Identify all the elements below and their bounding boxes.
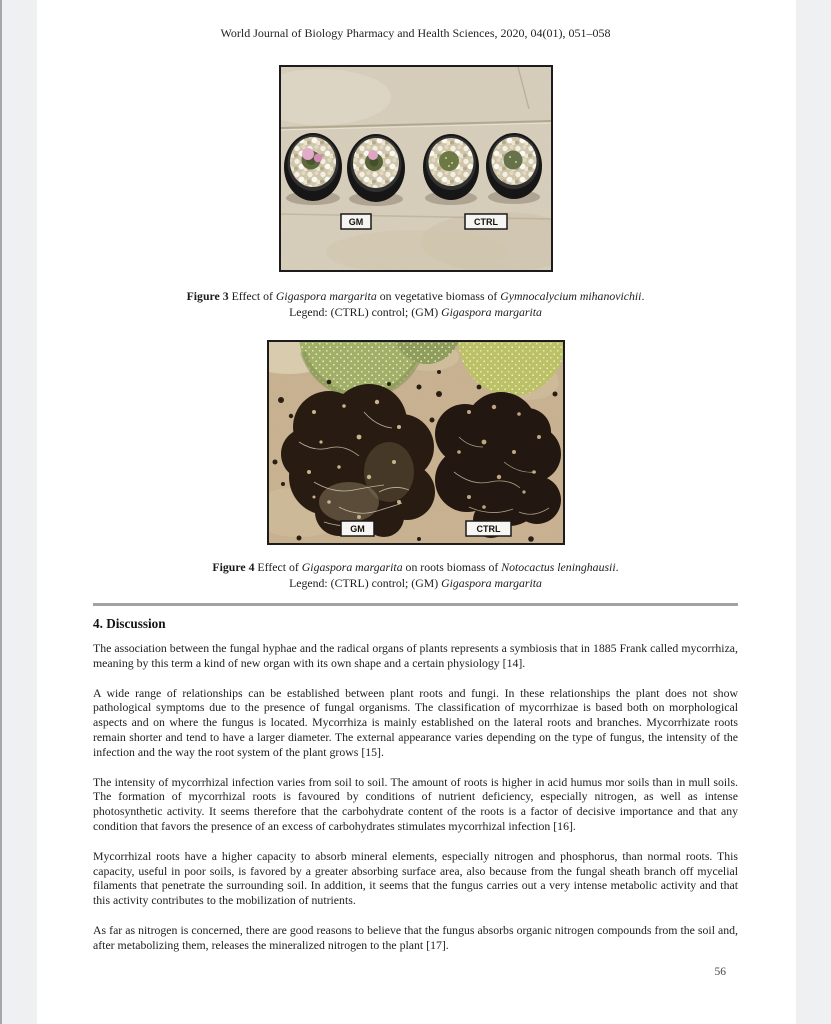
ctrl-tag [465,214,507,229]
ctrl-tag-label: CTRL [473,217,498,227]
species-name: Gigaspora margarita [275,289,377,303]
pot-gm-1 [284,133,342,205]
figure-3 [93,65,738,320]
section-divider-rule [93,603,738,606]
figure-4-caption-line2 [93,576,738,592]
figure-3-caption-line2 [93,305,738,321]
discussion-paragraph-1: The association between the fungal hyphae and the radical organs of plants represents a symbiosis that in 1885 Frank called mycorrhiza, meaning by this term a kind of new organ with its own shape and a certain physiology [14]. [93,641,738,670]
species-name: Gymnocalycium mihanovichii [500,289,642,303]
figure-3-photo [279,65,553,272]
ctrl-tag-label: CTRL [476,524,500,534]
pot-ctrl-1 [423,134,479,205]
discussion-paragraph-3: The intensity of mycorrhizal infection varies from soil to soil. The amount of roots is higher in acid humus mor soils than in mull soils. The formation of mycorrhizal roots is favoured by conditions of nutrient deficiency, especially nitrogen, as well as intense photosynthetic activity. It seems therefore that the carbohydrate content of the roots is a factor of decisive importance and that any condition that favors the presence of an excess of carbohydrates stimulates mycorrhizal infection [16]. [93,774,738,833]
species-name: Notocactus leninghausii [501,560,616,574]
pot-gm-2 [347,134,405,206]
caption-text: on roots biomass of [402,560,502,574]
figure-4 [93,340,738,591]
potted-cacti-photo [281,67,551,270]
figure-3-number: Figure 3 [186,289,229,303]
document-page [37,0,796,1024]
gm-tag-label: GM [348,217,363,227]
ctrl-tag [466,521,511,536]
root-biomass-photo [269,342,563,543]
pot-ctrl-2 [486,133,542,204]
species-name: Gigaspora margarita [441,575,542,590]
species-name: Gigaspora margarita [301,560,403,574]
discussion-paragraph-4: Mycorrhizal roots have a higher capacity to absorb mineral elements, especially nitrogen and phosphorus, than normal roots. This capacity, useful in poor soils, is favored by a greater absorbing surface area, also because from the fungal sheath branch off mycelial filaments that penetrate the surrounding soil. In addition, it seems that the fungus carries out a very intense metabolic activity and that this activity contributes to the mobilization of nutrients. [93,848,738,908]
gm-tag [341,214,371,229]
figure-4-caption-line1 [93,560,738,576]
screen-left-edge-line [0,0,2,1024]
figure-4-number: Figure 4 [212,560,255,574]
discussion-heading: 4. Discussion [93,616,166,631]
discussion-paragraph-2: A wide range of relationships can be established between plant roots and fungi. In these relationships the plant does not show pathological symptoms due to the presence of fungal organisms. The classification of mycorrhizae is based both on morphological aspects and on where the fungus is located. Mycorrhiza is mainly established on the lateral roots and branches. Mycorrhizate roots remain shorter and tend to have a larger diameter. The external appearance varies depending on the type of fungus, the intensity of the infection and the way the root system of the plant grows [15]. [93,685,738,759]
caption-text: Legend: (CTRL) control; (GM) [289,575,442,590]
figure-4-caption [93,560,738,591]
caption-text: Legend: (CTRL) control; (GM) [289,304,442,319]
caption-text: . [641,289,645,303]
figure-4-photo [267,340,565,545]
gm-tag-label: GM [349,524,365,534]
figure-3-caption-line1 [93,289,738,305]
figure-3-caption [93,289,738,320]
species-name: Gigaspora margarita [441,304,542,319]
caption-text: Effect of [228,289,276,303]
gm-tag [341,521,374,536]
page-number: 56 [714,966,726,978]
caption-text: on vegetative biomass of [376,289,501,303]
discussion-paragraph-5: As far as nitrogen is concerned, there are good reasons to believe that the fungus absorbs organic nitrogen compounds from the soil and, after metabolizing them, releases the mineralized nitrogen to the plant [17]. [93,922,738,952]
journal-header: World Journal of Biology Pharmacy and Health Sciences, 2020, 04(01), 051–058 [220,26,611,40]
caption-text: Effect of [254,560,302,574]
caption-text: . [615,560,619,574]
